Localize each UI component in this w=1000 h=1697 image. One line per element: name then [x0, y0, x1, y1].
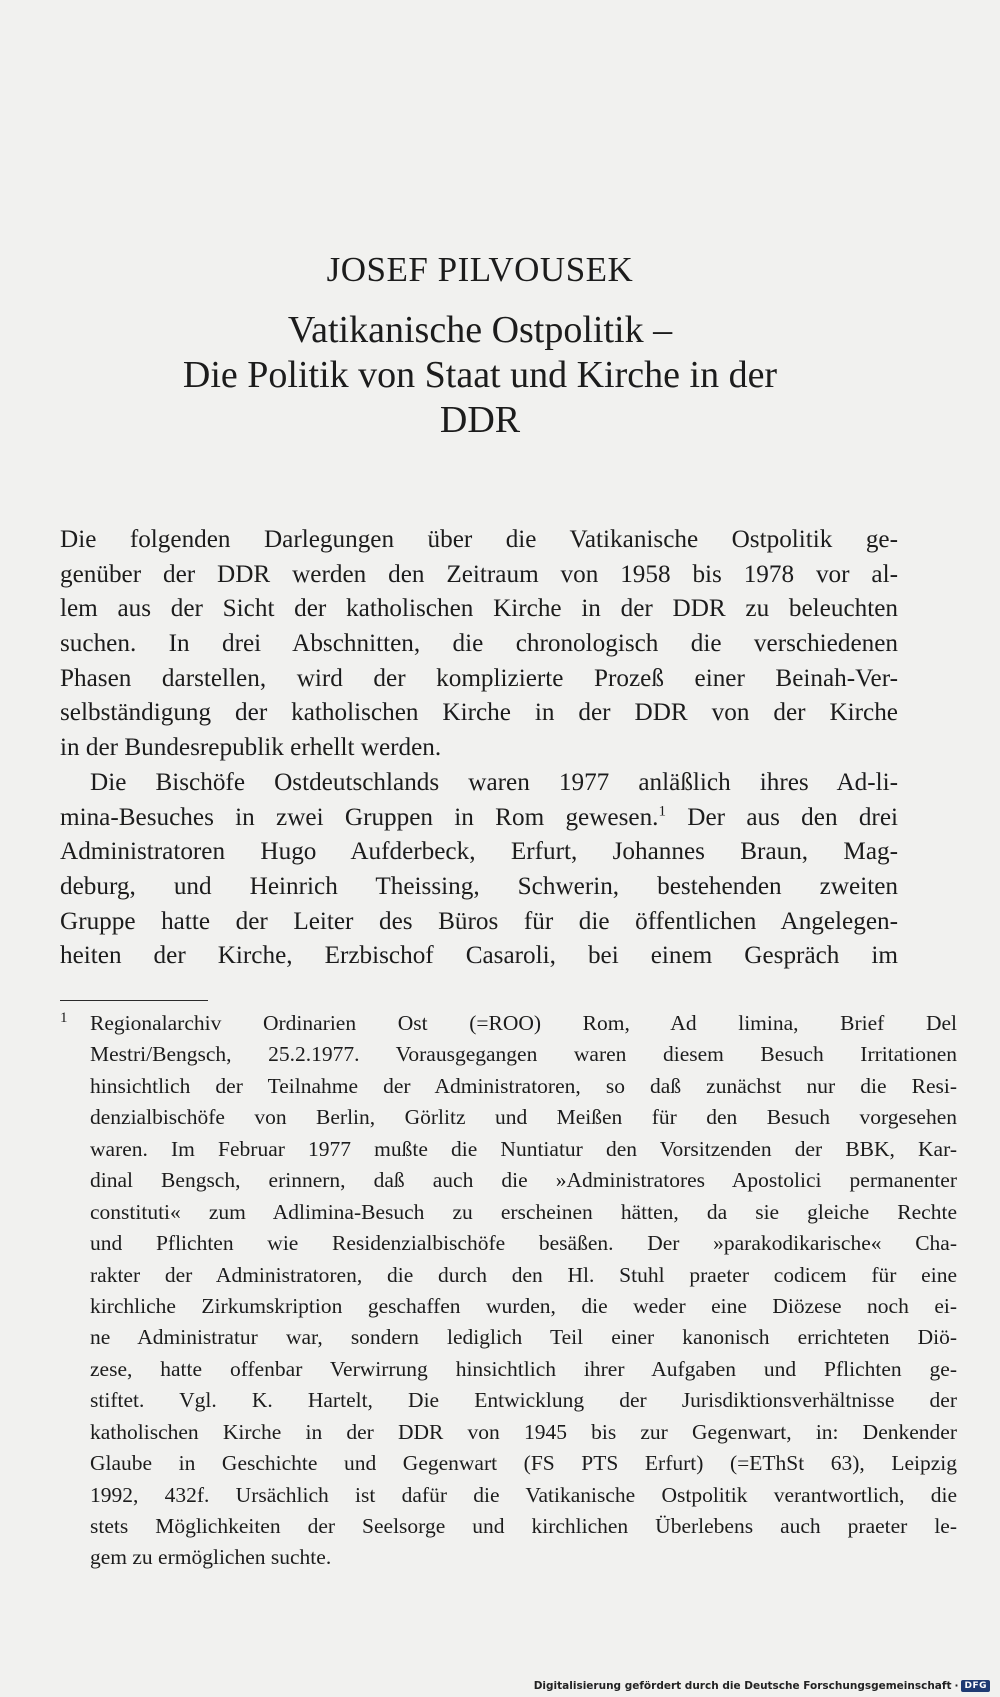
footnote-line: denzialbischöfe von Berlin, Görlitz und Meißen für den Besuch vorgesehen [90, 1105, 957, 1130]
footnote-divider [60, 1000, 208, 1001]
body-line: Gruppe hatte der Leiter des Büros für die öffentlichen Angelegen- [60, 907, 898, 935]
footnote-line: dinal Bengsch, erinnern, daß auch die »Administratores Apostolici permanenter [90, 1168, 957, 1193]
body-line: deburg, und Heinrich Theissing, Schwerin, bestehenden zweiten [60, 872, 898, 900]
body-line-end: Der aus den drei [665, 803, 898, 831]
body-line: heiten der Kirche, Erzbischof Casaroli, bei einem Gespräch im [60, 942, 898, 970]
footnote-line: zese, hatte offenbar Verwirrung hinsichtlich ihrer Aufgaben und Pflichten ge- [90, 1356, 957, 1381]
author-name: JOSEF PILVOUSEK [326, 250, 634, 289]
footnote-line: Mestri/Bengsch, 25.2.1977. Vorausgegangen waren diesem Besuch Irritationen [90, 1042, 957, 1067]
body-text [60, 523, 898, 974]
footnote-line: 1992, 432f. Ursächlich ist dafür die Vatikanische Ostpolitik verantwortlich, die [90, 1482, 957, 1507]
footnote-line: constituti« zum Adlimina-Besuch zu erscheinen hätten, da sie gleiche Rechte [90, 1199, 957, 1224]
body-line: Die Bischöfe Ostdeutschlands waren 1977 anläßlich ihres Ad-li- [90, 768, 898, 796]
chapter-title [80, 308, 880, 443]
footnote-line: und Pflichten wie Residenzialbischöfe besäßen. Der »parakodikarische« Cha- [90, 1231, 957, 1256]
footnote-line: gem zu ermöglichen suchte. [90, 1545, 332, 1570]
body-line-start: mina-Besuches in zwei Gruppen in Rom gewesen. [60, 803, 659, 831]
body-line: suchen. In drei Abschnitten, die chronologisch die verschiedenen [60, 630, 898, 658]
footnote-line: Regionalarchiv Ordinarien Ost (=ROO) Rom, Ad limina, Brief Del [90, 1011, 957, 1035]
footnote-line: stets Möglichkeiten der Seelsorge und kirchlichen Überlebens auch praeter le- [90, 1514, 957, 1538]
dfg-logo-icon[interactable]: DFG [961, 1680, 990, 1692]
footnote-line: katholischen Kirche in der DDR von 1945 bis zur Gegenwart, in: Denkender [90, 1419, 957, 1444]
title-line: DDR [439, 399, 521, 441]
footnote-line: hinsichtlich der Teilnahme der Administratoren, so daß zunächst nur die Resi- [90, 1073, 957, 1098]
body-line: lem aus der Sicht der katholischen Kirche in der DDR zu beleuchten [60, 595, 898, 623]
title-line: Vatikanische Ostpolitik – [287, 309, 673, 351]
footnote-line: stiftet. Vgl. K. Hartelt, Die Entwicklung der Jurisdiktionsverhältnisse der [90, 1388, 957, 1413]
footnote-text [90, 1008, 957, 1574]
footnote-line: kirchliche Zirkumskription geschaffen wurden, die weder eine Diözese noch ei- [90, 1293, 957, 1318]
body-line: in der Bundesrepublik erhellt werden. [60, 734, 442, 762]
body-line-with-footnote [60, 801, 898, 836]
body-line: Die folgenden Darlegungen über die Vatikanische Ostpolitik ge- [60, 526, 898, 553]
body-line: selbständigung der katholischen Kirche in der DDR von der Kirche [60, 699, 898, 727]
footnote-line: waren. Im Februar 1977 mußte die Nuntiatur den Vorsitzenden der BBK, Kar- [90, 1136, 957, 1161]
title-line: Die Politik von Staat und Kirche in der [182, 354, 778, 396]
body-line: genüber der DDR werden den Zeitraum von 1958 bis 1978 vor al- [60, 560, 898, 588]
digitization-credit [534, 1680, 990, 1692]
footnote-line: Glaube in Geschichte und Gegenwart (FS PTS Erfurt) (=EThSt 63), Leipzig [90, 1451, 957, 1476]
footnote-number: 1 [60, 1010, 68, 1026]
footnote-reference[interactable]: 1 [658, 803, 666, 820]
footnote-line: rakter der Administratoren, die durch den Hl. Stuhl praeter codicem für eine [90, 1262, 957, 1287]
body-line: Phasen darstellen, wird der komplizierte Prozeß einer Beinah-Ver- [60, 664, 898, 692]
body-line: Administratoren Hugo Aufderbeck, Erfurt, Johannes Braun, Mag- [60, 838, 898, 866]
footnote-line: ne Administratur war, sondern lediglich Teil einer kanonisch errichteten Diö- [90, 1325, 957, 1350]
credit-text: Digitalisierung gefördert durch die Deutsche Forschungsgemeinschaft [533, 1680, 952, 1692]
separator-dot: · [954, 1680, 959, 1692]
